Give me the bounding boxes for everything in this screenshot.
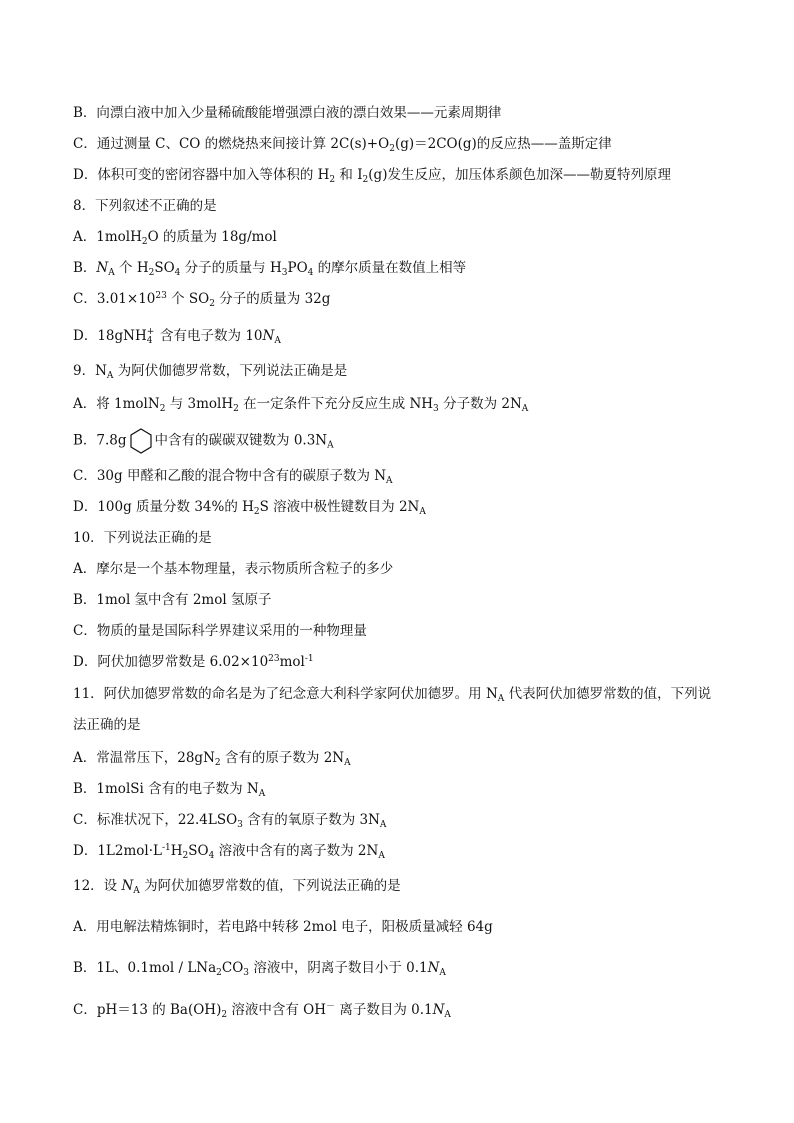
- q11-stem-line-1: 11．阿伏加德罗常数的命名是为了纪念意大利科学家阿伏加德罗。用 $N_A$ 代表阿伏加德罗常数的值，下列说: [73, 686, 712, 704]
- q8-option-a: A．1molH$_2$O 的质量为 18g/mol: [73, 229, 277, 247]
- q8-stem: 8．下列叙述不正确的是: [73, 198, 217, 214]
- q11-option-b: B．1molSi 含有的电子数为 $N_A$: [73, 781, 266, 799]
- q8-option-b: B．$N_A$ 个 $H_2SO_4$ 分子的质量与 $H_3PO_4$ 的摩尔质量在数值上相等: [73, 260, 467, 278]
- q10-stem: 10．下列说法正确的是: [73, 530, 212, 546]
- q9-option-c: C．30g 甲醛和乙酸的混合物中含有的碳原子数为 $N_A$: [73, 468, 393, 486]
- benzene-ring-structure: [129, 428, 153, 454]
- q11-stem-line-2: 法正确的是: [73, 717, 141, 733]
- q9-stem: 9．$N_A$ 为阿伏伽德罗常数，下列说法正确是是: [73, 363, 348, 381]
- q12-option-a: A．用电解法精炼铜时，若电路中转移 2mol 电子，阳极质量减轻 64g: [73, 919, 493, 935]
- q10-option-c: C．物质的量是国际科学界建议采用的一种物理量: [73, 623, 367, 639]
- q9-option-b: B．7.8g 中含有的碳碳双键数为 $0.3N_A$: [73, 428, 733, 454]
- q9-option-a: A．将 1molN$_2$ 与 3molH$_2$ 在一定条件下充分反应生成 $NH_3$ 分子数为 $2N_A$: [73, 396, 529, 414]
- q10-option-b: B．1mol 氢中含有 2mol 氢原子: [73, 592, 272, 608]
- q8-option-c: C．$3.01\times 10^{23}$ 个 $SO_2$ 分子的质量为 32g: [73, 291, 331, 309]
- q12-stem: 12．设 $N_A$ 为阿伏加德罗常数的值，下列说法正确的是: [73, 878, 401, 896]
- q7-option-d: D．体积可变的密闭容器中加入等体积的 $H_2$ 和 $I_2(g)$发生反应，加压体系颜色加深——勒夏特列原理: [73, 167, 671, 185]
- q11-option-a: A．常温常压下，$28gN_2$ 含有的原子数为 $2N_A$: [73, 750, 351, 768]
- q10-option-d: D．阿伏加德罗常数是 $6.02\times 10^{23}mol^{-1}$: [73, 654, 314, 670]
- q7-option-b: B．向漂白液中加入少量稀硫酸能增强漂白液的漂白效果——元素周期律: [73, 105, 502, 121]
- q10-option-a: A．摩尔是一个基本物理量，表示物质所含粒子的多少: [73, 561, 394, 577]
- q11-option-c: C．标准状况下，$22.4LSO_3$ 含有的氧原子数为 $3N_A$: [73, 812, 387, 830]
- q8-option-d: D．18gNH + 4 含有电子数为 $10N_A$: [73, 326, 281, 346]
- q11-option-d: D．$1L2mol\cdot L^{-1}H_2SO_4$ 溶液中含有的离子数为 $2N_A$: [73, 843, 385, 861]
- q12-option-c: C．pH＝13 的 $Ba(OH)_2$ 溶液中含有 OH－ 离子数目为 $0.1N_A$: [73, 1002, 451, 1020]
- q9-option-d: D．100g 质量分数 34%的 $H_2S$ 溶液中极性键数目为 $2N_A$: [73, 499, 426, 517]
- q12-option-b: B．1L、$0.1mol / LNa_2CO_3$ 溶液中，阴离子数目小于 $0.1N_A$: [73, 960, 446, 978]
- q7-option-c: C．通过测量 C、CO 的燃烧热来间接计算 $2C(s)+O_2(g)=2CO(g)$的反应热——盖斯定律: [73, 136, 612, 154]
